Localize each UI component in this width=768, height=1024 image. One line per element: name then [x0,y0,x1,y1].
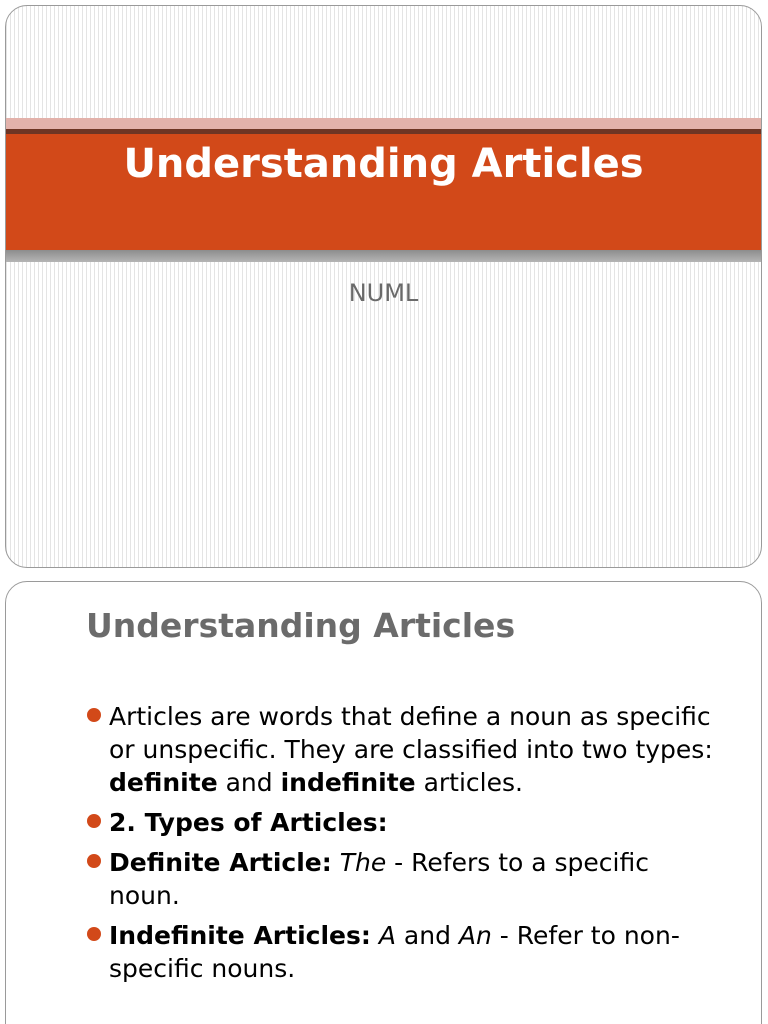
bullet-text [371,921,379,950]
bullet-bold-text: Indefinite Articles: [109,921,371,950]
bullet-item-definite-article [86,846,726,912]
bullet-bold-text: definite [109,768,218,797]
content-slide [5,581,762,1024]
title-band-shadow [6,250,761,262]
bullet-dot-icon [87,927,101,941]
bullet-list [86,700,726,992]
bullet-item-indefinite-articles [86,919,726,985]
slide-subtitle: NUML [348,279,419,307]
bullet-italic-text: An [458,921,492,950]
bullet-italic-text: A [378,921,396,950]
title-band-top-strip [6,118,761,129]
bullet-text: - Refers to a specific noun. [109,848,649,910]
bullet-dot-icon [87,854,101,868]
bullet-italic-text: The [339,848,387,877]
bullet-text: and [217,768,281,797]
bullet-item-articles-definition [86,700,726,799]
bullet-text [332,848,340,877]
slide-title: Understanding Articles [123,141,644,187]
bullet-bold-text: Definite Article: [109,848,332,877]
content-slide-title: Understanding Articles [86,606,516,645]
bullet-item-types-heading [86,806,726,839]
bullet-bold-text: 2. Types of Articles: [109,808,388,837]
bullet-dot-icon [87,814,101,828]
bullet-text: articles. [415,768,523,797]
bullet-text: and [395,921,459,950]
bullet-dot-icon [87,708,101,722]
bullet-text: Articles are words that define a noun as specific or unspecific. They are classified into two types: [109,702,713,764]
bullet-bold-text: indefinite [280,768,416,797]
bullet-text: - Refer to non-specific nouns. [109,921,680,983]
title-slide [5,5,762,568]
